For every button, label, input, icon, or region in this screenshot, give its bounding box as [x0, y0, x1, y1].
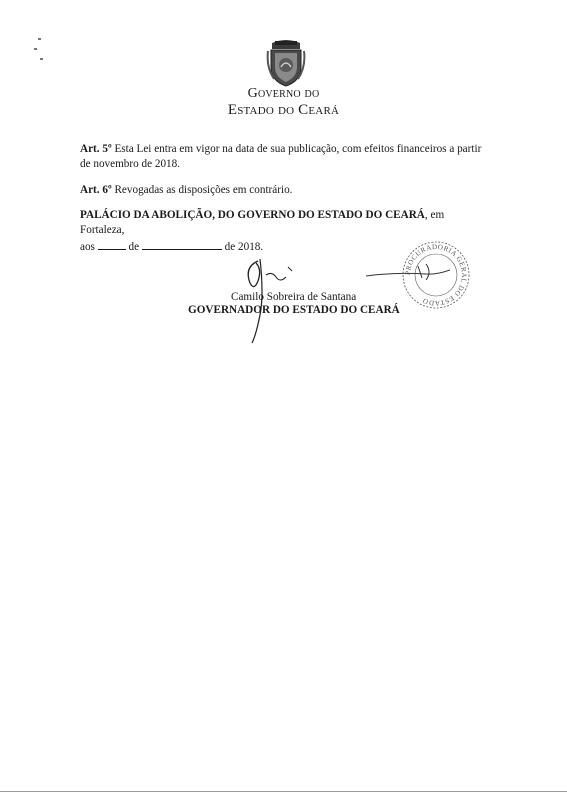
scan-speck [40, 58, 43, 60]
article-6 [80, 183, 490, 198]
attorney-office-stamp [400, 240, 472, 310]
scan-speck [34, 48, 37, 50]
month-blank [142, 238, 222, 250]
signatory-name: Camilo Sobreira de Santana [231, 291, 357, 303]
scan-speck [38, 38, 41, 40]
page-bottom-edge [0, 791, 567, 792]
article-5-label: Art. 5º [80, 143, 112, 155]
closing-city: , em Fortaleza, [80, 209, 445, 236]
stamp-text: PROCURADORIA GERAL DO ESTADO [403, 242, 469, 308]
header-line-1: Governo do [247, 86, 320, 101]
date-mid: de [128, 241, 140, 253]
state-coat-of-arms-icon [266, 37, 306, 87]
header-line-2: Estado do Ceará [227, 102, 340, 118]
article-5 [80, 142, 490, 172]
date-suffix: de 2018. [224, 241, 264, 253]
palace-name: PALÁCIO DA ABOLIÇÃO, DO GOVERNO DO ESTADO DO CEARÁ [80, 209, 425, 221]
signatory-role: GOVERNADOR DO ESTADO DO CEARÁ [188, 304, 400, 316]
article-6-label: Art. 6º [80, 184, 112, 196]
article-6-text: Revogadas as disposições em contrário. [111, 184, 293, 196]
day-blank [98, 238, 126, 250]
svg-text:PROCURADORIA GERAL DO ESTADO [404, 243, 468, 307]
government-header [0, 86, 567, 118]
article-5-text: Esta Lei entra em vigor na data de sua publicação, com efeitos financeiros a partir de novembro de 2018. [80, 143, 482, 170]
date-prefix: aos [80, 241, 95, 253]
